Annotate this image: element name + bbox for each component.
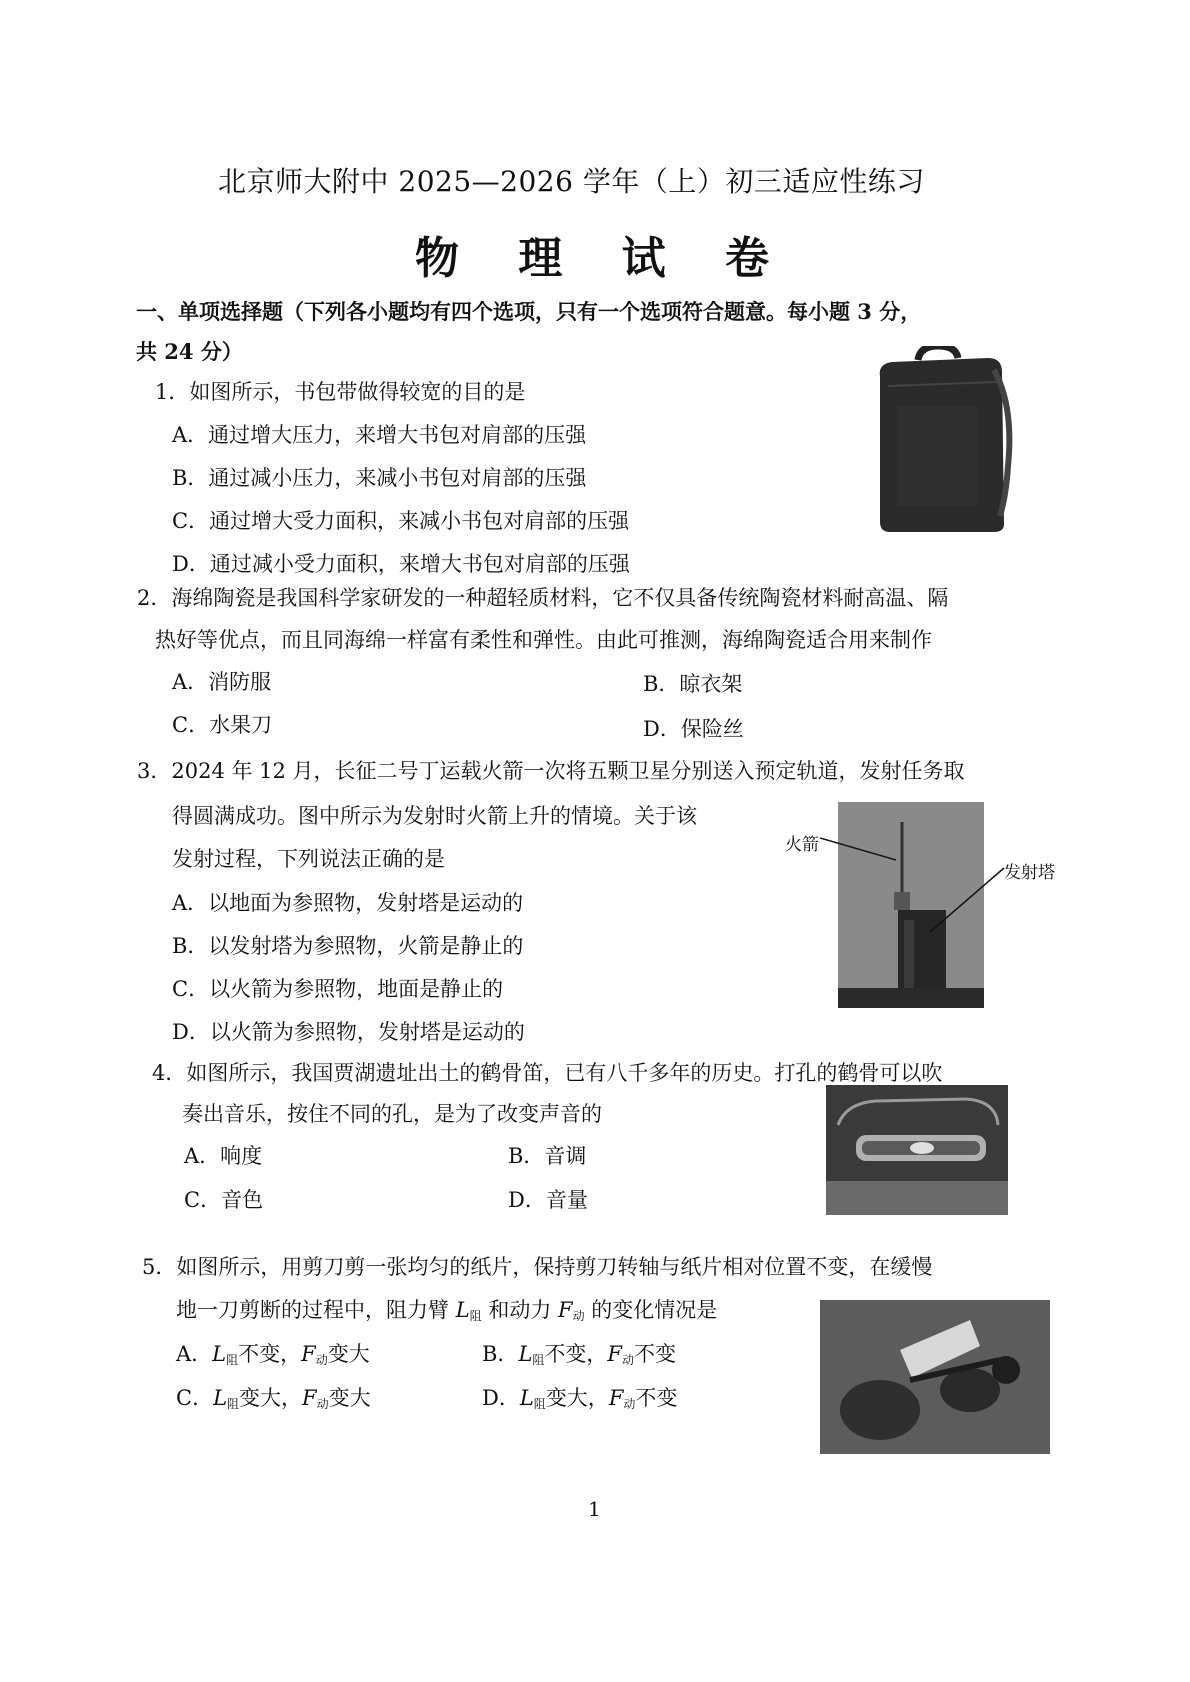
- q3-stem-line2: 得圆满成功。图中所示为发射时火箭上升的情境。关于该: [172, 804, 697, 828]
- q5-stem-text-b: 和动力: [481, 1298, 559, 1322]
- q1-option-b: B．通过减小压力，来减小书包对肩部的压强: [172, 466, 587, 490]
- q5-stem-line1: 5．如图所示，用剪刀剪一张均匀的纸片，保持剪刀转轴与纸片相对位置不变，在缓慢: [142, 1255, 933, 1279]
- section-heading-line2: 共 24 分）: [136, 339, 243, 364]
- exam-school-line: 北京师大附中 2025—2026 学年（上）初三适应性练习: [218, 165, 925, 198]
- q2-option-c: C．水果刀: [172, 713, 273, 737]
- q5-sub-dong: 动: [572, 1309, 585, 1323]
- q4-option-a: A．响度: [184, 1144, 263, 1168]
- q2-option-a: A．消防服: [172, 670, 272, 694]
- q4-option-b: B．音调: [508, 1144, 587, 1168]
- q5-option-a: A．$L_阻$不变，$F_动$变大: [176, 1342, 370, 1367]
- q4-stem-line2: 奏出音乐，按住不同的孔，是为了改变声音的: [182, 1102, 602, 1126]
- q5-stem-text-c: 的变化情况是: [584, 1298, 718, 1322]
- q2-option-d: D．保险丝: [643, 717, 744, 741]
- q2-stem-line1: 2．海绵陶瓷是我国科学家研发的一种超轻质材料，它不仅具备传统陶瓷材料耐高温、隔: [137, 586, 949, 610]
- q3-option-a: A．以地面为参照物，发射塔是运动的: [172, 891, 524, 915]
- page-title: 物 理 试 卷: [415, 233, 791, 284]
- q2-stem-line2: 热好等优点，而且同海绵一样富有柔性和弹性。由此可推测，海绵陶瓷适合用来制作: [155, 628, 932, 652]
- q4-option-d: D．音量: [508, 1188, 588, 1212]
- q3-option-b: B．以发射塔为参照物，火箭是静止的: [172, 934, 524, 958]
- q5-option-b: B．$L_阻$不变，$F_动$不变: [482, 1342, 676, 1367]
- q2-option-b: B．晾衣架: [643, 672, 743, 696]
- page-number: 1: [588, 1497, 601, 1521]
- q4-option-c: C．音色: [184, 1188, 264, 1212]
- bone-flute-image: [826, 1085, 1008, 1215]
- rocket-pointer-line: [820, 836, 900, 866]
- q5-stem-line2: [176, 1294, 717, 1324]
- q5-var-F: F: [558, 1298, 573, 1322]
- scissors-image: [820, 1300, 1050, 1454]
- q3-option-d: D．以火箭为参照物，发射塔是运动的: [172, 1020, 525, 1044]
- section-heading-line1: 一、单项选择题（下列各小题均有四个选项，只有一个选项符合题意。每小题 3 分，: [136, 299, 922, 324]
- q5-option-c: C．$L_阻$变大，$F_动$变大: [176, 1386, 371, 1411]
- q1-option-a: A．通过增大压力，来增大书包对肩部的压强: [172, 423, 587, 447]
- q5-option-d: D．$L_阻$变大，$F_动$不变: [482, 1386, 678, 1411]
- tower-label: 发射塔: [1004, 863, 1055, 883]
- q1-option-c: C．通过增大受力面积，来减小书包对肩部的压强: [172, 509, 630, 533]
- q5-stem-text-a: 地一刀剪断的过程中，阻力臂: [176, 1298, 456, 1322]
- q5-var-L: L: [455, 1298, 470, 1322]
- q3-stem-line1: 3．2024 年 12 月，长征二号丁运载火箭一次将五颗卫星分别送入预定轨道，发射任务取: [137, 759, 965, 783]
- q3-stem-line3: 发射过程，下列说法正确的是: [172, 847, 445, 871]
- tower-pointer-line: [926, 866, 1006, 936]
- q1-option-d: D．通过减小受力面积，来增大书包对肩部的压强: [172, 552, 630, 576]
- q4-stem-line1: 4．如图所示，我国贾湖遗址出土的鹤骨笛，已有八千多年的历史。打孔的鹤骨可以吹: [152, 1061, 943, 1085]
- q5-sub-zu: 阻: [469, 1309, 482, 1323]
- backpack-image: [868, 346, 1013, 536]
- q1-stem: 1．如图所示，书包带做得较宽的目的是: [155, 380, 526, 404]
- q3-option-c: C．以火箭为参照物，地面是静止的: [172, 977, 504, 1001]
- rocket-label: 火箭: [785, 835, 819, 855]
